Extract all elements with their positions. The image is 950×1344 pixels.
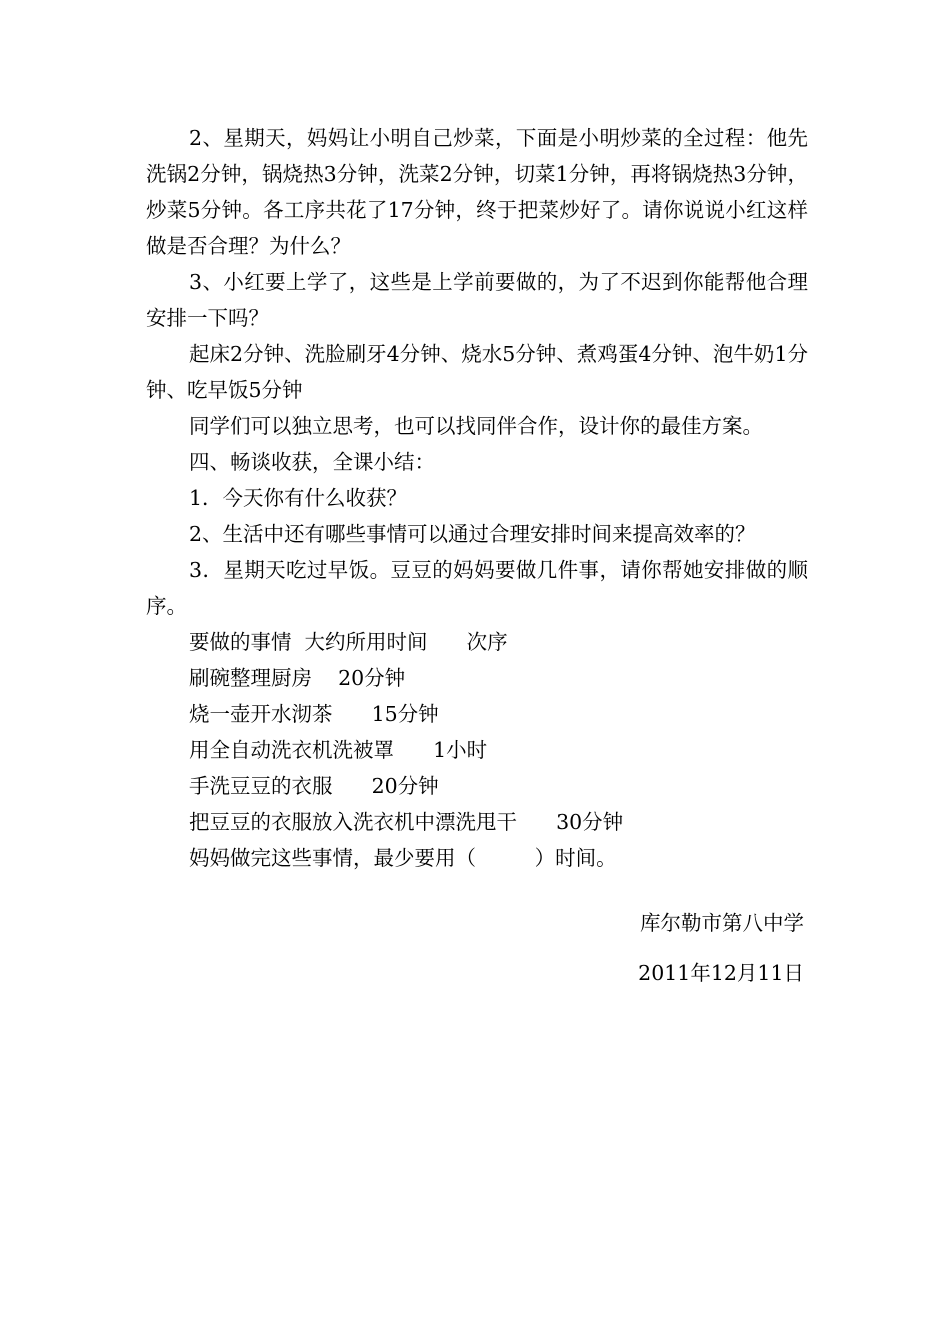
- task-row: 手洗豆豆的衣服 20分钟: [189, 774, 439, 798]
- summary-question-3: 3．星期天吃过早饭。豆豆的妈妈要做几件事，请你帮她安排做的顺序。: [146, 558, 808, 618]
- paragraph-question-2: 2、星期天，妈妈让小明自己炒菜，下面是小明炒菜的全过程：他先洗锅2分钟，锅烧热3分钟，洗菜2分钟，切菜1分钟，再将锅烧热3分钟，炒菜5分钟。各工序共花了17分钟，终于把菜炒好了。请你说说小红这样做是否合理？为什么？: [146, 126, 808, 258]
- document-date: 2011年12月11日: [638, 961, 804, 985]
- school-name: 库尔勒市第八中学: [640, 911, 804, 935]
- task-table-header: 要做的事情 大约所用时间 次序: [189, 630, 508, 654]
- section-heading-summary: 四、畅谈收获，全课小结：: [189, 450, 435, 474]
- task-row: 用全自动洗衣机洗被罩 1小时: [189, 738, 488, 762]
- task-row: 烧一壶开水沏茶 15分钟: [189, 702, 439, 726]
- summary-question-1: 1．今天你有什么收获？: [189, 486, 408, 510]
- paragraph-instruction: 同学们可以独立思考，也可以找同伴合作，设计你的最佳方案。: [189, 414, 763, 438]
- paragraph-morning-tasks: 起床2分钟、洗脸刷牙4分钟、烧水5分钟、煮鸡蛋4分钟、泡牛奶1分钟、吃早饭5分钟: [146, 342, 808, 402]
- summary-question-2: 2、生活中还有哪些事情可以通过合理安排时间来提高效率的？: [189, 522, 756, 546]
- fill-in-question: 妈妈做完这些事情，最少要用（ ）时间。: [189, 846, 617, 870]
- paragraph-question-3: 3、小红要上学了，这些是上学前要做的，为了不迟到你能帮他合理安排一下吗？: [146, 270, 808, 330]
- document-body: [146, 120, 808, 876]
- task-row: 刷碗整理厨房 20分钟: [189, 666, 406, 690]
- task-row: 把豆豆的衣服放入洗衣机中漂洗甩干 30分钟: [189, 810, 624, 834]
